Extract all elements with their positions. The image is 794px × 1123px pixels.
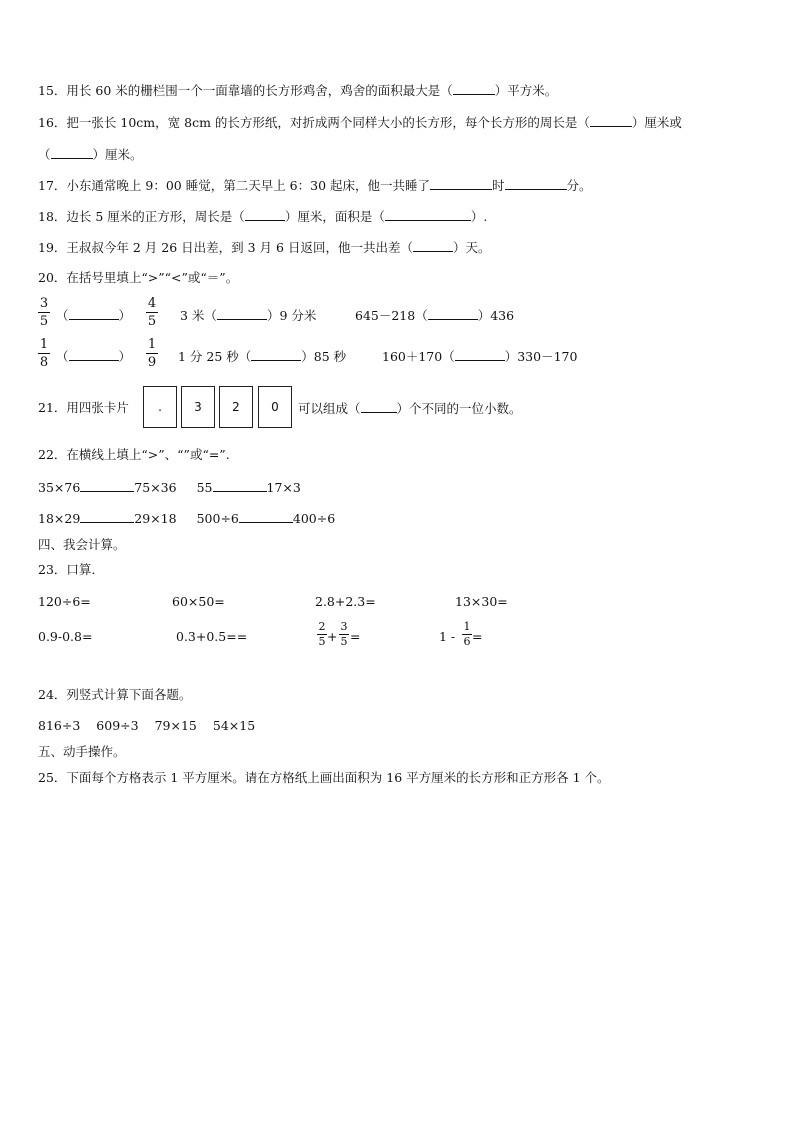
question-text: 在括号里填上“>”“<”或“＝”。: [66, 270, 239, 285]
calc-8-prefix: 1 -: [439, 629, 456, 644]
paren-open: （: [56, 349, 69, 364]
compare-blank-1: [56, 307, 131, 324]
section-5-heading: 五、动手操作。: [38, 744, 126, 759]
question-24: [38, 687, 191, 703]
expr: 500÷6: [196, 511, 239, 526]
question-22-row2: [38, 510, 335, 527]
item-left: 1 分 25 秒（: [178, 349, 252, 364]
answer-blank[interactable]: [217, 307, 267, 320]
question-text: 下面每个方格表示 1 平方厘米。请在方格纸上画出面积为 16 平方厘米的长方形和正方形各 1 个。: [66, 770, 610, 785]
perimeter-blank[interactable]: [245, 208, 285, 221]
question-23: [38, 562, 95, 578]
numerator: 3: [340, 620, 348, 633]
hours-blank[interactable]: [430, 177, 492, 190]
calc-3: 2.8+2.3=: [315, 594, 376, 609]
card-2: 2: [219, 386, 253, 428]
hours-unit: 时: [492, 178, 505, 193]
item-right: ）85 秒: [301, 349, 347, 364]
item-left: 645－218（: [355, 308, 428, 323]
question-20: [38, 270, 238, 286]
answer-blank[interactable]: [69, 348, 119, 361]
question-22-row1: [38, 479, 301, 496]
area-blank[interactable]: [385, 208, 471, 221]
problem-1: 816÷3: [38, 718, 81, 733]
answer-blank[interactable]: [455, 348, 505, 361]
fraction-1-6: [462, 621, 472, 648]
calc-6: 0.3+0.5==: [176, 629, 248, 644]
fraction-3-5: [38, 296, 50, 329]
calc-5: 0.9-0.8=: [38, 629, 93, 644]
calc-1: 120÷6=: [38, 594, 91, 609]
numerator: 4: [147, 296, 157, 311]
question-text: 王叔叔今年 2 月 26 日出差，到 3 月 6 日返回，他一共出差（: [66, 240, 413, 255]
question-text: 用长 60 米的栅栏围一个一面靠墙的长方形鸡舍，鸡舍的面积最大是（: [66, 83, 453, 98]
equals-sign: =: [350, 629, 361, 644]
question-number: 23．: [38, 562, 67, 577]
calc-4: 13×30=: [455, 594, 508, 609]
answer-blank[interactable]: [361, 400, 397, 413]
problem-2: 609÷3: [96, 718, 139, 733]
paren-close: ）: [118, 308, 132, 323]
numerator: 1: [39, 337, 49, 352]
expr: 400÷6: [292, 511, 336, 526]
question-text: 用四张卡片: [66, 400, 129, 415]
question-22: [38, 447, 230, 463]
fraction-2-5: [317, 621, 327, 648]
answer-blank[interactable]: [80, 510, 134, 523]
answer-blank[interactable]: [239, 510, 293, 523]
question-21-rest: [298, 400, 522, 417]
question-number: 24．: [38, 687, 67, 702]
problem-4: 54×15: [212, 718, 256, 733]
expr: 55: [196, 480, 213, 495]
answer-blank[interactable]: [453, 82, 495, 95]
item-right: ）436: [477, 308, 515, 323]
question-16: [38, 114, 682, 131]
question-number: 25．: [38, 770, 67, 785]
compare-item-addition: [382, 348, 577, 365]
question-number: 20．: [38, 270, 67, 285]
numerator: 3: [39, 296, 49, 311]
answer-blank[interactable]: [69, 307, 119, 320]
calc-2: 60×50=: [172, 594, 225, 609]
item-left: 3 米（: [180, 308, 217, 323]
question-number: 15．: [38, 83, 67, 98]
question-number: 18．: [38, 209, 67, 224]
denominator: 5: [39, 314, 49, 329]
question-text: 列竖式计算下面各题。: [66, 687, 192, 702]
card-decimal-point: .: [143, 386, 177, 428]
numerator: 1: [147, 337, 157, 352]
question-text: 在横线上填上“>”、“”或“=”.: [66, 447, 230, 462]
question-text-mid: 可以组成（: [298, 401, 361, 416]
minutes-unit: 分。: [566, 178, 592, 193]
denominator: 8: [39, 355, 49, 370]
answer-blank[interactable]: [51, 146, 93, 159]
fraction-4-5: [146, 296, 158, 329]
question-text-end: ）天。: [452, 240, 491, 255]
numerator: 1: [463, 620, 471, 633]
question-number: 21．: [38, 400, 67, 415]
answer-blank[interactable]: [428, 307, 478, 320]
answer-blank[interactable]: [213, 479, 267, 492]
question-15: [38, 82, 557, 99]
question-text-mid: ）厘米，面积是（: [284, 209, 385, 224]
question-text-end: ）个不同的一位小数。: [396, 401, 522, 416]
problem-3: 79×15: [154, 718, 197, 733]
expr: 29×18: [134, 511, 177, 526]
paren-open: （: [56, 308, 69, 323]
question-number: 19．: [38, 240, 67, 255]
question-text: 边长 5 厘米的正方形，周长是（: [66, 209, 245, 224]
answer-blank[interactable]: [80, 479, 134, 492]
question-text-end: ）厘米。: [92, 147, 143, 162]
question-17: [38, 177, 592, 194]
question-number: 17．: [38, 178, 67, 193]
question-text-end: ）平方米。: [494, 83, 558, 98]
minutes-blank[interactable]: [505, 177, 567, 190]
section-4-heading: 四、我会计算。: [38, 537, 126, 552]
item-right: ）9 分米: [266, 308, 317, 323]
equals-sign: =: [472, 629, 483, 644]
question-25: [38, 770, 610, 786]
question-text-end: ）.: [470, 209, 488, 224]
question-19: [38, 239, 490, 256]
question-text: 口算.: [66, 562, 96, 577]
denominator: 5: [147, 314, 157, 329]
question-text-mid: ）厘米或: [631, 115, 682, 130]
answer-blank[interactable]: [251, 348, 301, 361]
denominator: 5: [340, 635, 348, 648]
card-3: 3: [181, 386, 215, 428]
question-number: 22．: [38, 447, 67, 462]
question-number: 16．: [38, 115, 67, 130]
expr: 17×3: [266, 480, 301, 495]
fraction-3-5-calc: [339, 621, 349, 648]
compare-item-time: [178, 348, 346, 365]
card-0: 0: [258, 386, 292, 428]
fraction-1-8: [38, 337, 50, 370]
question-text: 小东通常晚上 9：00 睡觉，第二天早上 6：30 起床，他一共睡了: [66, 178, 431, 193]
compare-item-subtraction: [355, 307, 514, 324]
plus-sign: +: [327, 629, 338, 644]
question-16-line2: [38, 146, 143, 163]
expr: 75×36: [134, 480, 177, 495]
question-21: [38, 400, 129, 416]
question-18: [38, 208, 487, 225]
numerator: 2: [318, 620, 326, 633]
paren-close: ）: [118, 349, 132, 364]
paren-open: （: [38, 147, 51, 162]
expr: 18×29: [38, 511, 81, 526]
answer-blank[interactable]: [413, 239, 453, 252]
denominator: 5: [318, 635, 326, 648]
item-left: 160＋170（: [382, 349, 455, 364]
answer-blank[interactable]: [590, 114, 632, 127]
denominator: 6: [463, 635, 471, 648]
denominator: 9: [147, 355, 157, 370]
item-right: ）330－170: [504, 349, 578, 364]
fraction-1-9: [146, 337, 158, 370]
question-text: 把一张长 10cm，宽 8cm 的长方形纸，对折成两个同样大小的长方形，每个长方形的周长是（: [66, 115, 590, 130]
expr: 35×76: [38, 480, 81, 495]
question-24-problems: [38, 718, 255, 734]
compare-blank-2: [56, 348, 131, 365]
compare-item-meters: [180, 307, 316, 324]
